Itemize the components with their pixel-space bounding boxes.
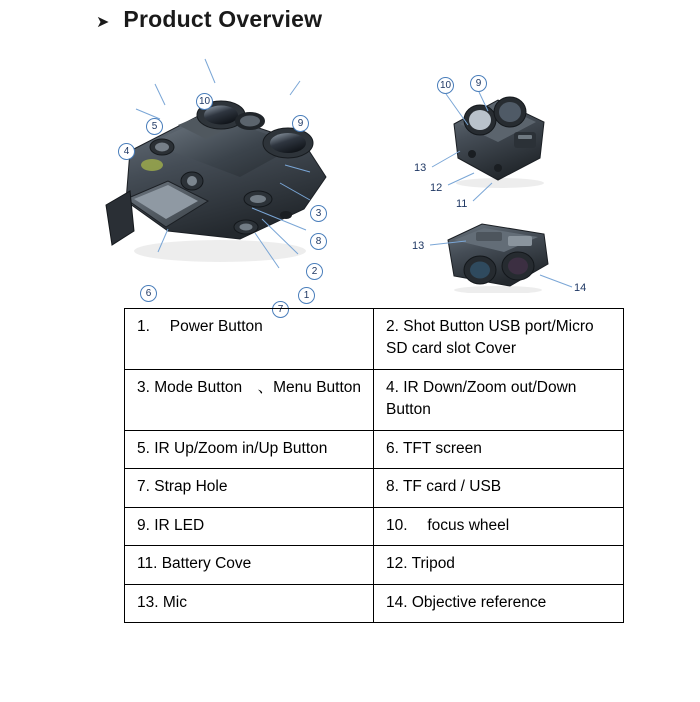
callout-2: 2 xyxy=(306,263,323,280)
callout-top-9: 9 xyxy=(470,75,487,92)
table-body xyxy=(125,309,624,623)
table-cell-part-7: 7. Strap Hole xyxy=(125,469,374,507)
table-cell-part-9: 9. IR LED xyxy=(125,507,374,545)
callout-3: 3 xyxy=(310,205,327,222)
callout-8: 8 xyxy=(310,233,327,250)
callout-top-13: 13 xyxy=(414,162,427,174)
callout-10: 10 xyxy=(196,93,213,110)
table-row xyxy=(125,430,624,468)
table-cell-part-12: 12. Tripod xyxy=(374,546,624,584)
callout-4: 4 xyxy=(118,143,135,160)
product-parts-table xyxy=(124,308,624,623)
table-cell-part-3: 3. Mode Button 、Menu Button xyxy=(125,369,374,430)
table-row xyxy=(125,369,624,430)
page-title: Product Overview xyxy=(123,6,323,32)
table-cell-part-1: 1. Power Button xyxy=(125,309,374,370)
callout-top-11: 11 xyxy=(456,198,468,210)
table-row xyxy=(125,309,624,370)
callout-6: 6 xyxy=(140,285,157,302)
binocular-front-view-image xyxy=(440,218,555,293)
callout-1: 1 xyxy=(298,287,315,304)
callout-front-14: 14 xyxy=(574,282,587,294)
table-cell-part-14: 14. Objective reference xyxy=(374,584,624,622)
binocular-main-view-image xyxy=(90,81,340,276)
callout-5: 5 xyxy=(146,118,163,135)
table-cell-part-4: 4. IR Down/Zoom out/Down Button xyxy=(374,369,624,430)
table-row xyxy=(125,584,624,622)
bullet-arrow-icon: ➤ xyxy=(96,14,110,31)
table-cell-part-8: 8. TF card / USB xyxy=(374,469,624,507)
callout-9: 9 xyxy=(292,115,309,132)
binocular-top-view-image xyxy=(440,88,560,188)
callout-top-12: 12 xyxy=(430,182,443,194)
callout-7: 7 xyxy=(272,301,289,318)
table-row xyxy=(125,469,624,507)
table-cell-part-6: 6. TFT screen xyxy=(374,430,624,468)
table-cell-part-13: 13. Mic xyxy=(125,584,374,622)
callout-front-13: 13 xyxy=(412,240,425,252)
callout-top-10: 10 xyxy=(437,77,454,94)
table-cell-part-11: 11. Battery Cove xyxy=(125,546,374,584)
table-row xyxy=(125,546,624,584)
product-illustration-area xyxy=(0,33,700,315)
table-cell-part-2: 2. Shot Button USB port/Micro SD card slot Cover xyxy=(374,309,624,370)
table-cell-part-10: 10. focus wheel xyxy=(374,507,624,545)
table-cell-part-5: 5. IR Up/Zoom in/Up Button xyxy=(125,430,374,468)
page-title-row xyxy=(0,0,700,33)
table-row xyxy=(125,507,624,545)
